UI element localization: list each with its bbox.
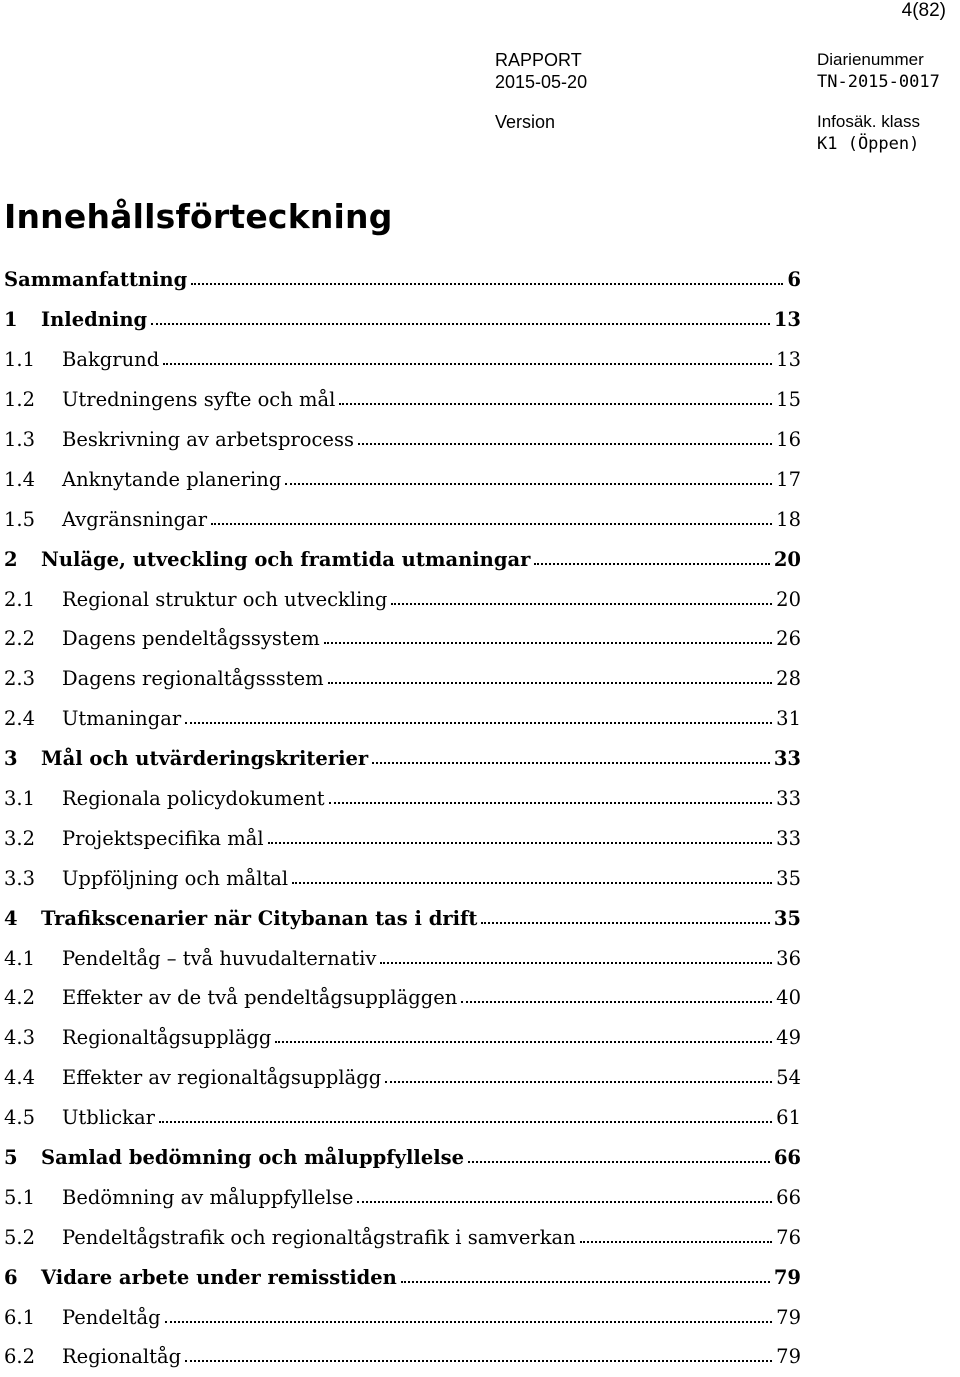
toc-entry-line	[62, 508, 801, 531]
toc-entry-line	[41, 1146, 801, 1169]
toc-entry-title: Effekter av regionaltågsupplägg	[62, 1066, 382, 1090]
toc-dot-leader	[391, 603, 772, 605]
toc-entry[interactable]	[0, 1337, 960, 1377]
toc-entry-page: 79	[776, 1345, 801, 1369]
toc-entry[interactable]	[0, 1138, 960, 1178]
toc-dot-leader	[339, 403, 772, 405]
toc-entry-title: Utredningens syfte och mål	[62, 388, 336, 412]
toc-entry-number: 4.2	[4, 986, 36, 1010]
toc-dot-leader	[211, 523, 772, 525]
toc-entry-line	[62, 428, 801, 451]
toc-entry[interactable]	[0, 380, 960, 420]
toc-entry-number: 5.1	[4, 1185, 36, 1209]
toc-entry-line	[41, 548, 801, 571]
toc-entry-number: 4.4	[4, 1066, 36, 1090]
toc-entry-line	[62, 667, 801, 690]
toc-entry[interactable]	[0, 1257, 960, 1297]
toc-entry-page: 33	[776, 826, 801, 850]
toc-entry-title: Trafikscenarier när Citybanan tas i drift	[41, 906, 478, 930]
toc-entry-page: 61	[776, 1106, 801, 1130]
toc-entry-line	[62, 348, 801, 371]
toc-entry-page: 28	[776, 667, 801, 691]
toc-entry-page: 6	[787, 268, 801, 292]
toc-entry-number: 5.2	[4, 1225, 36, 1249]
toc-entry[interactable]	[0, 898, 960, 938]
toc-entry-title: Dagens pendeltågssystem	[62, 627, 320, 651]
toc-entry-page: 66	[776, 1185, 801, 1209]
toc-entry-line	[62, 867, 801, 890]
toc-entry[interactable]	[0, 659, 960, 699]
toc-entry-line	[62, 1026, 801, 1049]
toc-dot-leader	[461, 1001, 772, 1003]
toc-entry-title: Bedömning av måluppfyllelse	[62, 1185, 354, 1209]
toc-entry-title: Uppföljning och måltal	[62, 866, 289, 890]
toc-entry-number: 1	[4, 308, 18, 332]
toc-dot-leader	[468, 1161, 770, 1163]
toc-entry-page: 35	[773, 906, 801, 930]
toc-entry-page: 20	[776, 587, 801, 611]
toc-entry[interactable]	[0, 1217, 960, 1257]
toc-entry-title: Effekter av de två pendeltågsuppläggen	[62, 986, 458, 1010]
toc-entry-title: Mål och utvärderingskriterier	[41, 747, 369, 771]
toc-dot-leader	[151, 323, 770, 325]
toc-entry-page: 79	[776, 1305, 801, 1329]
classification-label: Infosäk. klass	[817, 112, 920, 131]
toc-entry-line	[62, 827, 801, 850]
toc-entry[interactable]	[0, 619, 960, 659]
toc-dot-leader	[185, 1360, 772, 1362]
toc-dot-leader	[534, 563, 769, 565]
toc-dot-leader	[481, 922, 769, 924]
toc-entry-title: Projektspecifika mål	[62, 826, 264, 850]
toc-entry-number: 4.3	[4, 1026, 36, 1050]
toc-title: Innehållsförteckning	[4, 197, 393, 236]
toc-entry-number: 3.3	[4, 866, 36, 890]
toc-entry-title: Bakgrund	[62, 348, 160, 372]
toc-entry-title: Sammanfattning	[4, 268, 188, 292]
toc-entry-page: 16	[776, 428, 801, 451]
toc-entry[interactable]	[0, 1177, 960, 1217]
toc-entry-page: 36	[776, 946, 801, 970]
toc-dot-leader	[358, 443, 772, 445]
toc-dot-leader	[401, 1281, 770, 1283]
toc-dot-leader	[385, 1081, 772, 1083]
toc-entry-page: 13	[776, 348, 801, 372]
toc-entry-title: Utblickar	[62, 1106, 155, 1130]
toc-entry-line	[41, 1266, 801, 1289]
toc-entry-title: Regionaltågsupplägg	[62, 1026, 272, 1050]
toc-entry-number: 1.2	[4, 388, 36, 412]
toc-dot-leader	[328, 682, 773, 684]
toc-entry-page: 40	[776, 986, 801, 1010]
toc-dot-leader	[324, 642, 772, 644]
toc-entry-number: 6.2	[4, 1345, 36, 1369]
toc-entry-title: Inledning	[41, 308, 148, 332]
toc-entry-page: 35	[776, 866, 801, 890]
toc-entry[interactable]	[0, 1058, 960, 1098]
toc-entry[interactable]	[0, 499, 960, 539]
toc-entry-page: 17	[776, 467, 801, 491]
toc-entry-title: Samlad bedömning och måluppfyllelse	[41, 1146, 465, 1170]
toc-entry[interactable]	[0, 1297, 960, 1337]
toc-entry-page: 54	[776, 1066, 801, 1090]
toc-entry-title: Pendeltåg	[62, 1305, 161, 1329]
toc-entry-line	[62, 1345, 801, 1368]
version-label: Version	[495, 112, 556, 132]
toc-entry-page: 13	[773, 308, 801, 332]
toc-dot-leader	[372, 762, 770, 764]
toc-entry-page: 18	[776, 507, 801, 531]
toc-entry-page: 15	[776, 388, 801, 412]
toc-entry[interactable]	[0, 340, 960, 380]
toc-entry[interactable]	[0, 779, 960, 819]
toc-entry[interactable]	[0, 459, 960, 499]
toc-entry-line	[62, 468, 801, 491]
toc-dot-leader	[165, 1321, 773, 1323]
toc-entry-number: 3	[4, 747, 18, 771]
toc-entry-title: Regional struktur och utveckling	[62, 587, 388, 611]
toc-entry-line	[62, 947, 801, 970]
toc-entry-title: Dagens regionaltågssstem	[62, 667, 324, 691]
toc-entry-title: Beskrivning av arbetsprocess	[62, 428, 354, 451]
toc-dot-leader	[580, 1241, 772, 1243]
toc-entry-title: Vidare arbete under remisstiden	[41, 1265, 397, 1289]
report-date: 2015-05-20	[495, 72, 588, 92]
toc-entry-page: 26	[776, 627, 801, 651]
toc-entry-page: 33	[776, 787, 801, 811]
toc-entry-number: 4	[4, 906, 18, 930]
toc-entry-line	[62, 707, 801, 730]
toc-entry-line	[62, 1226, 801, 1249]
toc-entry-number: 1.3	[4, 428, 36, 451]
toc-entry-line	[62, 588, 801, 611]
toc-entry-page: 79	[773, 1265, 801, 1289]
toc-entry-line	[62, 1106, 801, 1129]
toc-entry-number: 6.1	[4, 1305, 36, 1329]
toc-entry-number: 3.1	[4, 787, 36, 811]
toc-entry-line	[62, 787, 801, 810]
toc-dot-leader	[292, 882, 772, 884]
toc-dot-leader	[275, 1041, 772, 1043]
toc-entry-line	[41, 747, 801, 770]
toc-entry-page: 33	[773, 747, 801, 771]
toc-entry-number: 4.1	[4, 946, 36, 970]
toc-entry-number: 5	[4, 1146, 18, 1170]
toc-entry-number: 2	[4, 547, 18, 571]
toc-entry[interactable]	[0, 739, 960, 779]
toc-entry-line	[62, 1066, 801, 1089]
report-meta-left	[495, 49, 587, 133]
toc-dot-leader	[163, 363, 772, 365]
toc-entry-number: 2.1	[4, 587, 36, 611]
toc-dot-leader	[357, 1201, 772, 1203]
toc-dot-leader	[185, 722, 772, 724]
report-label: RAPPORT	[495, 50, 582, 70]
toc-entry-line	[62, 388, 801, 411]
toc-entry-line	[62, 627, 801, 650]
toc-entry-number: 2.3	[4, 667, 36, 691]
toc-entry[interactable]	[0, 1018, 960, 1058]
toc-entry-page: 76	[776, 1225, 801, 1249]
toc-entry[interactable]	[0, 539, 960, 579]
toc-entry-number: 2.2	[4, 627, 36, 651]
toc-entry-page: 31	[776, 707, 801, 731]
toc-entry[interactable]	[0, 858, 960, 898]
toc-entry-title: Anknytande planering	[62, 467, 282, 491]
toc-entry-title: Regionaltåg	[62, 1345, 182, 1369]
toc-entry[interactable]	[0, 420, 960, 460]
toc-entry-number: 1.4	[4, 467, 36, 491]
toc-entry-title: Regionala policydokument	[62, 787, 325, 811]
toc-dot-leader	[380, 962, 772, 964]
toc-entry[interactable]	[0, 1098, 960, 1138]
toc-entry[interactable]	[0, 260, 960, 300]
toc-entry-number: 6	[4, 1265, 18, 1289]
toc-entry-title: Utmaningar	[62, 707, 182, 731]
toc-entry-line	[41, 308, 801, 331]
page-number: 4(82)	[901, 0, 946, 21]
toc-entry-number: 3.2	[4, 826, 36, 850]
toc-dot-leader	[329, 802, 773, 804]
toc-dot-leader	[191, 283, 783, 285]
toc-dot-leader	[159, 1121, 772, 1123]
toc-entry-line	[62, 986, 801, 1009]
toc-dot-leader	[285, 483, 772, 485]
toc-entry[interactable]	[0, 300, 960, 340]
toc-entry-number: 4.5	[4, 1106, 36, 1130]
toc-entry-line	[4, 268, 801, 291]
toc-entry-title: Pendeltågstrafik och regionaltågstrafik i samverkan	[62, 1225, 576, 1249]
toc-entry-line	[62, 1186, 801, 1209]
toc-entry[interactable]	[0, 699, 960, 739]
toc-entry-page: 20	[773, 547, 801, 571]
report-meta-right	[817, 49, 940, 155]
toc-entry[interactable]	[0, 938, 960, 978]
toc-entry[interactable]	[0, 978, 960, 1018]
diary-label: Diarienummer	[817, 50, 924, 69]
toc-entry-number: 2.4	[4, 707, 36, 731]
toc-entry-title: Avgränsningar	[62, 507, 208, 531]
toc-entry-line	[62, 1306, 801, 1329]
toc-entry-title: Pendeltåg – två huvudalternativ	[62, 946, 377, 970]
toc-entry-page: 66	[773, 1146, 801, 1170]
table-of-contents	[0, 260, 960, 1377]
toc-dot-leader	[268, 842, 773, 844]
diary-number: TN-2015-0017	[817, 72, 940, 92]
toc-entry-number: 1.1	[4, 348, 36, 372]
toc-entry-number: 1.5	[4, 507, 36, 531]
classification-value: K1 (Öppen)	[817, 134, 920, 154]
toc-entry[interactable]	[0, 818, 960, 858]
toc-entry-page: 49	[776, 1026, 801, 1050]
toc-entry-line	[41, 907, 801, 930]
toc-entry-title: Nuläge, utveckling och framtida utmaningar	[41, 547, 531, 571]
toc-entry[interactable]	[0, 579, 960, 619]
